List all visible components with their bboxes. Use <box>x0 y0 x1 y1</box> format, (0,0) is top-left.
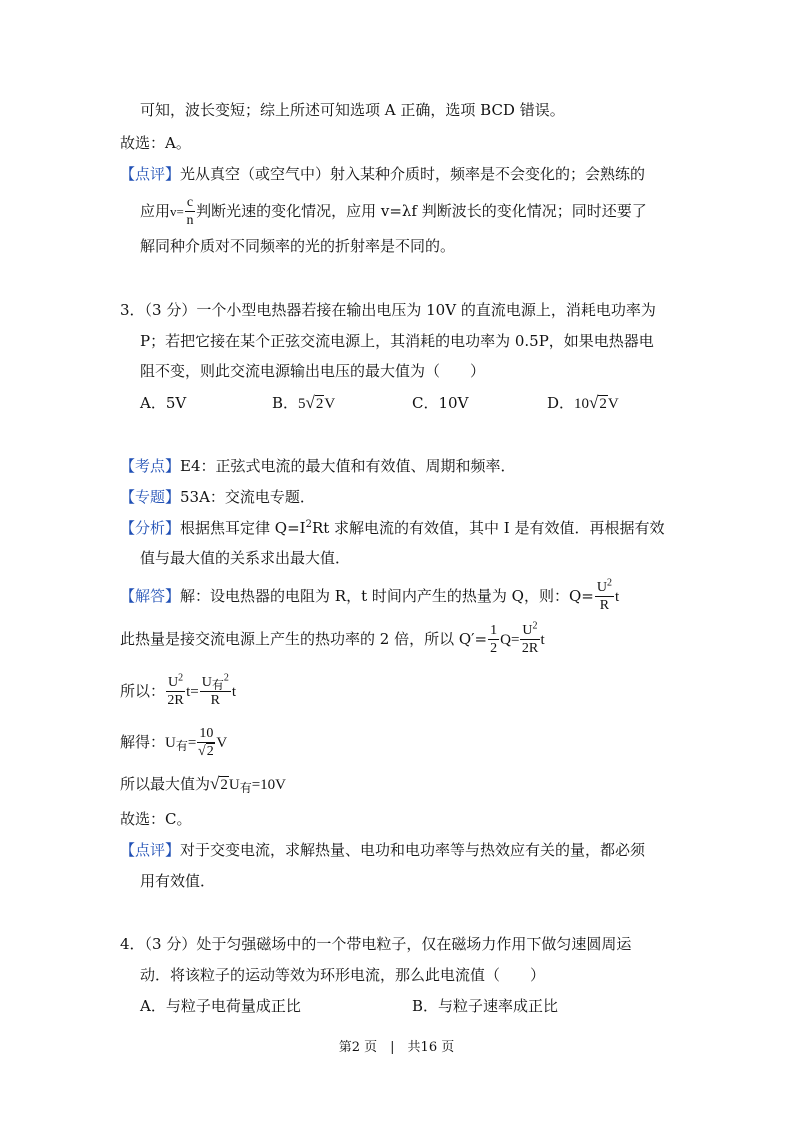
q4-option-b: B．与粒子速率成正比 <box>412 997 559 1015</box>
u2-over-2r-fraction: $\frac{U^2}{2R}$ <box>167 672 184 708</box>
ten-over-sqrt2-fraction: $\frac{10}{√2}$ <box>198 726 214 759</box>
prev-comment-line-1: 【点评】光从真空（或空气中）射入某种介质时，频率是不会变化的；会熟练的 <box>120 165 646 183</box>
page-footer: 第2 页 | 共16 页 <box>338 1040 455 1055</box>
q3-comment-line-1: 【点评】对于交变电流，求解热量、电功和电功率等与热效应有关的量，都必须 <box>120 841 646 859</box>
prev-explanation-line: 可知，波长变短；综上所述可知选项 A 正确，选项 BCD 错误。 <box>140 101 565 119</box>
prev-comment-line-2: 应用v= $\frac{c}{n}$ 判断光速的变化情况，应用 v=λf 判断波长的变化情况；同时还要了 <box>140 195 647 228</box>
sqrt-2: √2 <box>210 774 228 793</box>
u2-over-2r-fraction: $\frac{U^2}{2R}$ <box>521 620 539 656</box>
q3-option-a: A．5V <box>140 394 187 412</box>
jieda-line-1: 【解答】解：设电热器的电阻为 R，t 时间内产生的热量为 Q，则：Q= $\frac{U^2}{R}$ t <box>120 577 620 613</box>
sqrt-2: √2 <box>305 393 324 412</box>
q3-option-c: C．10V <box>412 394 469 412</box>
jieda-line-2: 此热量是接交流电源上产生的热功率的 2 倍，所以 Q′= $\frac{1}{2}$ Q= $\frac{U^2}{2R}$ t <box>120 620 545 656</box>
q3-stem-line-2: P；若把它接在某个正弦交流电源上，其消耗的电功率为 0.5P，如果电热器电 <box>140 332 654 350</box>
prev-comment-line-3: 解同种介质对不同频率的光的折射率是不同的。 <box>140 237 456 255</box>
q4-stem-line-1: 4．（3 分）处于匀强磁场中的一个带电粒子，仅在磁场力作用下做匀速圆周运 <box>120 935 632 953</box>
kaodian-line: 【考点】E4：正弦式电流的最大值和有效值、周期和频率． <box>120 457 516 475</box>
c-over-n-fraction: $\frac{c}{n}$ <box>186 195 194 228</box>
prev-answer: 故选：A。 <box>120 134 191 152</box>
fenxi-line-1: 【分析】根据焦耳定律 $Q=I^2Rt$ 求解电流的有效值，其中 I 是有效值．再根据有效 <box>120 519 665 537</box>
q3-option-d: D．10√2V <box>547 393 619 412</box>
q4-stem-line-2: 动．将该粒子的运动等效为环形电流，那么此电流值（ ） <box>140 966 546 984</box>
q3-comment-line-2: 用有效值． <box>140 872 216 890</box>
sqrt-2: √2 <box>589 393 607 412</box>
one-half-fraction: $\frac{1}{2}$ <box>490 623 498 656</box>
fenxi-line-2: 值与最大值的关系求出最大值． <box>140 549 351 567</box>
comment-tag: 【点评】 <box>120 165 181 183</box>
u-eff-sq-over-r-fraction: $\frac{U有^2}{R}$ <box>201 672 229 708</box>
q3-stem-line-3: 阻不变，则此交流电源输出电压的最大值为（ ） <box>140 362 486 380</box>
q4-option-a: A．与粒子电荷量成正比 <box>140 997 301 1015</box>
zhuanti-line: 【专题】53A：交流电专题． <box>120 488 315 506</box>
jieda-line-4: 解得：$U_有=$ $\frac{10}{√2}$ V <box>120 726 228 759</box>
jieda-line-5: 所以最大值为$√2U_有=10V$ <box>120 770 286 799</box>
u2-over-r-fraction: $\frac{U^2}{R}$ <box>596 577 612 613</box>
q3-answer: 故选：C。 <box>120 810 192 828</box>
jieda-line-3: 所以： $\frac{U^2}{2R}$ t= $\frac{U有^2}{R}$ t <box>120 672 237 708</box>
q3-stem-line-1: 3．（3 分）一个小型电热器若接在输出电压为 10V 的直流电源上，消耗电功率为 <box>120 301 656 319</box>
q3-option-b: B．5√2V <box>272 393 336 412</box>
